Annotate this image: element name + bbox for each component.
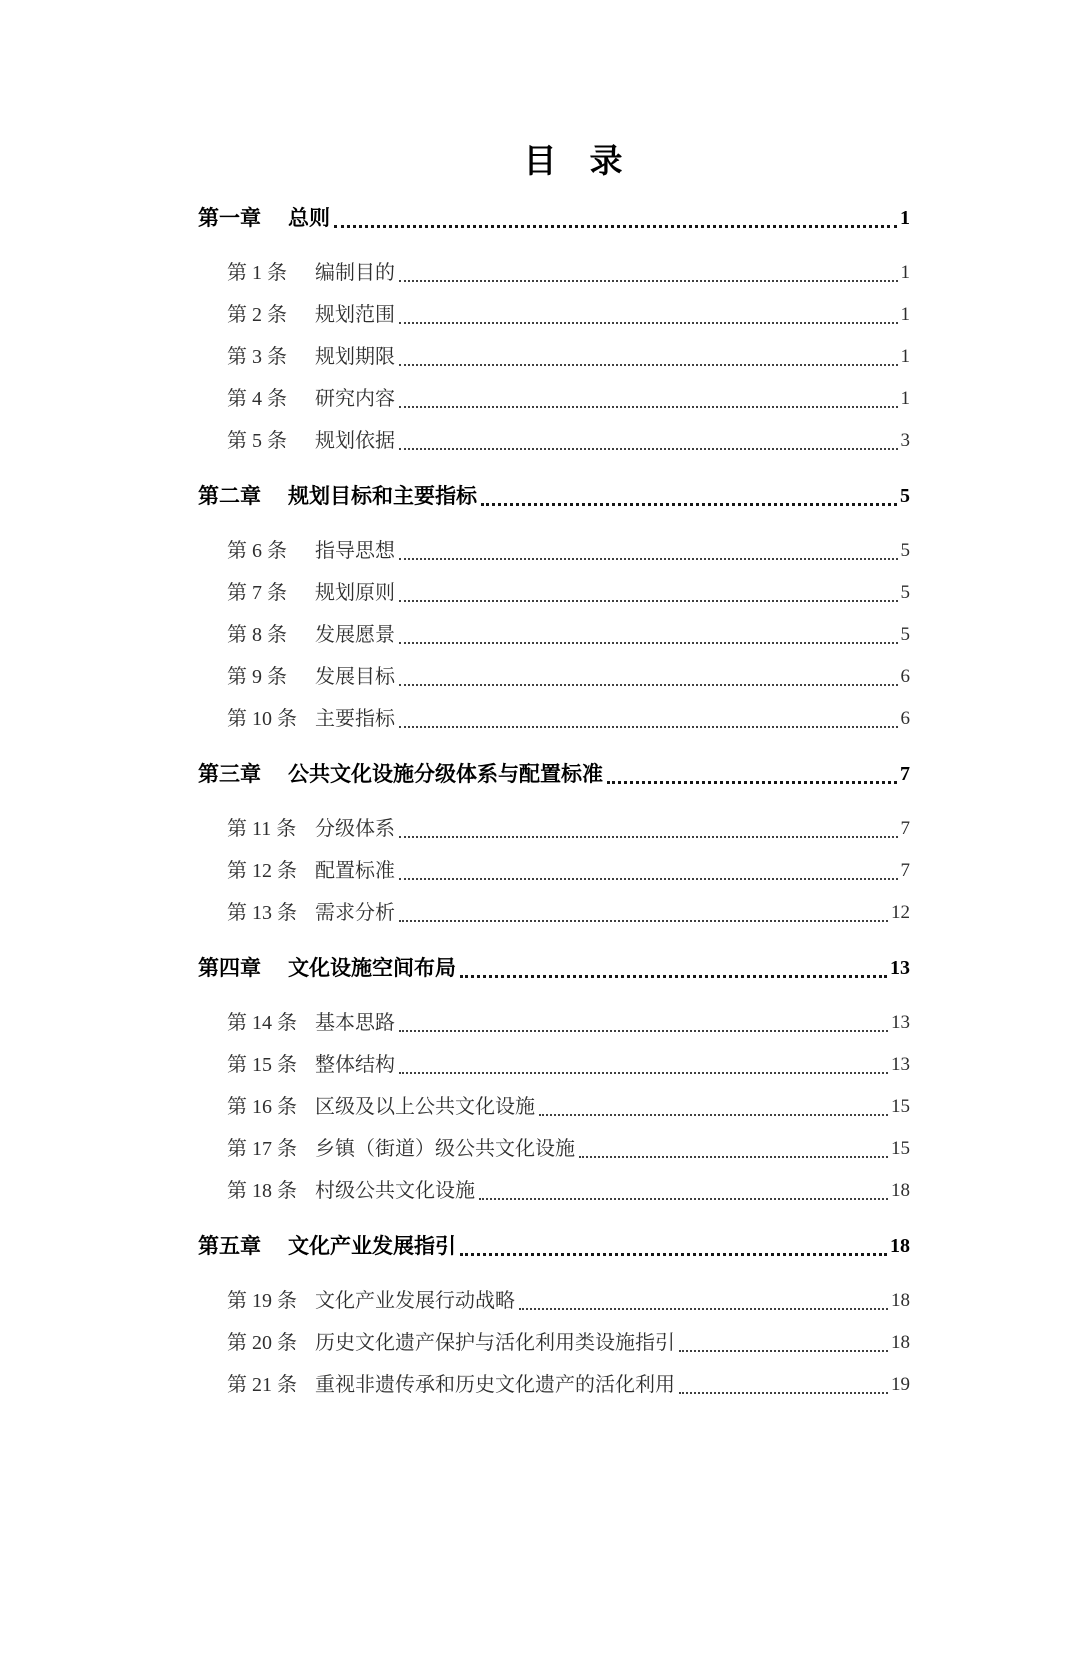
entry-number: 第二章	[198, 484, 261, 508]
toc-section-row[interactable]	[198, 656, 910, 698]
dot-leader	[679, 1392, 888, 1394]
toc-section-row[interactable]	[198, 1128, 910, 1170]
entry-number: 第 19 条	[227, 1290, 297, 1312]
entry-title: 整体结构	[315, 1054, 395, 1076]
entry-title: 主要指标	[315, 708, 395, 730]
toc-section-row[interactable]	[198, 420, 910, 462]
entry-title: 研究内容	[315, 388, 395, 410]
dot-leader	[399, 642, 898, 644]
entry-title: 指导思想	[315, 540, 395, 562]
document-page	[0, 143, 1074, 1663]
entry-title: 发展目标	[315, 666, 395, 688]
dot-leader	[399, 1030, 888, 1032]
entry-number: 第五章	[198, 1234, 261, 1258]
entry-page-number: 1	[900, 304, 910, 325]
dot-leader	[519, 1308, 888, 1310]
entry-page-number: 3	[900, 430, 910, 451]
toc-section-row[interactable]	[198, 1364, 910, 1406]
entry-number: 第 9 条	[227, 666, 287, 688]
dot-leader	[579, 1156, 888, 1158]
toc-section-row[interactable]	[198, 530, 910, 572]
entry-title: 重视非遗传承和历史文化遗产的活化利用	[315, 1374, 675, 1396]
toc-section-row[interactable]	[198, 336, 910, 378]
dot-leader	[399, 558, 898, 560]
entry-number: 第 10 条	[227, 708, 297, 730]
entry-title: 文化产业发展指引	[288, 1234, 456, 1258]
entry-page-number: 1	[900, 207, 910, 229]
dot-leader	[679, 1350, 888, 1352]
entry-number: 第 21 条	[227, 1374, 297, 1396]
entry-page-number: 6	[900, 708, 910, 729]
entry-number: 第 6 条	[227, 540, 287, 562]
entry-number: 第 2 条	[227, 304, 287, 326]
entry-title: 需求分析	[315, 902, 395, 924]
toc-section-row[interactable]	[198, 892, 910, 934]
entry-number: 第 7 条	[227, 582, 287, 604]
entry-number: 第 14 条	[227, 1012, 297, 1034]
toc-section-row[interactable]	[198, 294, 910, 336]
entry-title: 分级体系	[315, 818, 395, 840]
toc-section-row[interactable]	[198, 614, 910, 656]
toc-chapter-row[interactable]	[198, 197, 910, 239]
entry-title: 规划范围	[315, 304, 395, 326]
entry-page-number: 19	[891, 1374, 910, 1395]
entry-page-number: 12	[891, 902, 910, 923]
dot-leader	[399, 1072, 888, 1074]
entry-title: 规划依据	[315, 430, 395, 452]
dot-leader	[399, 280, 898, 282]
entry-number: 第 20 条	[227, 1332, 297, 1354]
entry-page-number: 5	[900, 582, 910, 603]
toc-section-row[interactable]	[198, 572, 910, 614]
entry-number: 第 4 条	[227, 388, 287, 410]
entry-page-number: 6	[900, 666, 910, 687]
entry-number: 第 13 条	[227, 902, 297, 924]
toc-section-row[interactable]	[198, 1086, 910, 1128]
dot-leader	[460, 975, 887, 978]
entry-title: 文化设施空间布局	[288, 956, 456, 980]
dot-leader	[399, 406, 898, 408]
dot-leader	[460, 1253, 887, 1256]
toc-section-row[interactable]	[198, 1280, 910, 1322]
entry-title: 总则	[288, 206, 330, 230]
entry-page-number: 1	[900, 346, 910, 367]
toc-section-row[interactable]	[198, 252, 910, 294]
entry-title: 规划目标和主要指标	[288, 484, 477, 508]
entry-title: 村级公共文化设施	[315, 1180, 475, 1202]
dot-leader	[399, 920, 888, 922]
entry-page-number: 7	[900, 818, 910, 839]
dot-leader	[399, 322, 898, 324]
dot-leader	[399, 448, 898, 450]
entry-number: 第 5 条	[227, 430, 287, 452]
dot-leader	[481, 503, 897, 506]
entry-number: 第 8 条	[227, 624, 287, 646]
entry-title: 基本思路	[315, 1012, 395, 1034]
entry-title: 规划期限	[315, 346, 395, 368]
toc-section-row[interactable]	[198, 1170, 910, 1212]
entry-number: 第 3 条	[227, 346, 287, 368]
dot-leader	[399, 878, 898, 880]
entry-number: 第 1 条	[227, 262, 287, 284]
entry-number: 第 15 条	[227, 1054, 297, 1076]
entry-title: 文化产业发展行动战略	[315, 1290, 515, 1312]
entry-page-number: 5	[900, 540, 910, 561]
entry-title: 规划原则	[315, 582, 395, 604]
dot-leader	[334, 225, 897, 228]
entry-page-number: 18	[891, 1290, 910, 1311]
toc-chapter-row[interactable]	[198, 475, 910, 517]
toc-section-row[interactable]	[198, 1002, 910, 1044]
dot-leader	[399, 600, 898, 602]
entry-page-number: 18	[891, 1180, 910, 1201]
entry-page-number: 18	[890, 1235, 910, 1257]
entry-title: 编制目的	[315, 262, 395, 284]
dot-leader	[399, 726, 898, 728]
toc-list	[198, 197, 910, 1406]
entry-title: 公共文化设施分级体系与配置标准	[288, 762, 603, 786]
entry-page-number: 5	[900, 485, 910, 507]
dot-leader	[399, 684, 898, 686]
dot-leader	[399, 364, 898, 366]
toc-chapter-row[interactable]	[198, 1225, 910, 1267]
entry-page-number: 5	[900, 624, 910, 645]
entry-number: 第 12 条	[227, 860, 297, 882]
dot-leader	[607, 781, 897, 784]
dot-leader	[539, 1114, 888, 1116]
entry-title: 配置标准	[315, 860, 395, 882]
entry-page-number: 1	[900, 262, 910, 283]
entry-number: 第三章	[198, 762, 261, 786]
toc-section-row[interactable]	[198, 808, 910, 850]
entry-title: 发展愿景	[315, 624, 395, 646]
entry-number: 第 11 条	[227, 818, 297, 840]
entry-page-number: 13	[891, 1012, 910, 1033]
toc-section-row[interactable]	[198, 850, 910, 892]
toc-section-row[interactable]	[198, 1044, 910, 1086]
entry-title: 乡镇（街道）级公共文化设施	[315, 1138, 575, 1160]
entry-title: 区级及以上公共文化设施	[315, 1096, 535, 1118]
entry-page-number: 7	[900, 763, 910, 785]
toc-section-row[interactable]	[198, 378, 910, 420]
entry-page-number: 13	[890, 957, 910, 979]
entry-page-number: 18	[891, 1332, 910, 1353]
toc-section-row[interactable]	[198, 1322, 910, 1364]
entry-page-number: 7	[900, 860, 910, 881]
dot-leader	[399, 836, 898, 838]
entry-number: 第 16 条	[227, 1096, 297, 1118]
entry-number: 第 17 条	[227, 1138, 297, 1160]
toc-chapter-row[interactable]	[198, 753, 910, 795]
entry-title: 历史文化遗产保护与活化利用类设施指引	[315, 1332, 675, 1354]
entry-number: 第四章	[198, 956, 261, 980]
toc-section-row[interactable]	[198, 698, 910, 740]
dot-leader	[479, 1198, 888, 1200]
entry-page-number: 13	[891, 1054, 910, 1075]
entry-page-number: 15	[891, 1138, 910, 1159]
entry-number: 第一章	[198, 206, 261, 230]
toc-title: 目 录	[523, 142, 623, 179]
entry-number: 第 18 条	[227, 1180, 297, 1202]
entry-page-number: 15	[891, 1096, 910, 1117]
toc-chapter-row[interactable]	[198, 947, 910, 989]
entry-page-number: 1	[900, 388, 910, 409]
